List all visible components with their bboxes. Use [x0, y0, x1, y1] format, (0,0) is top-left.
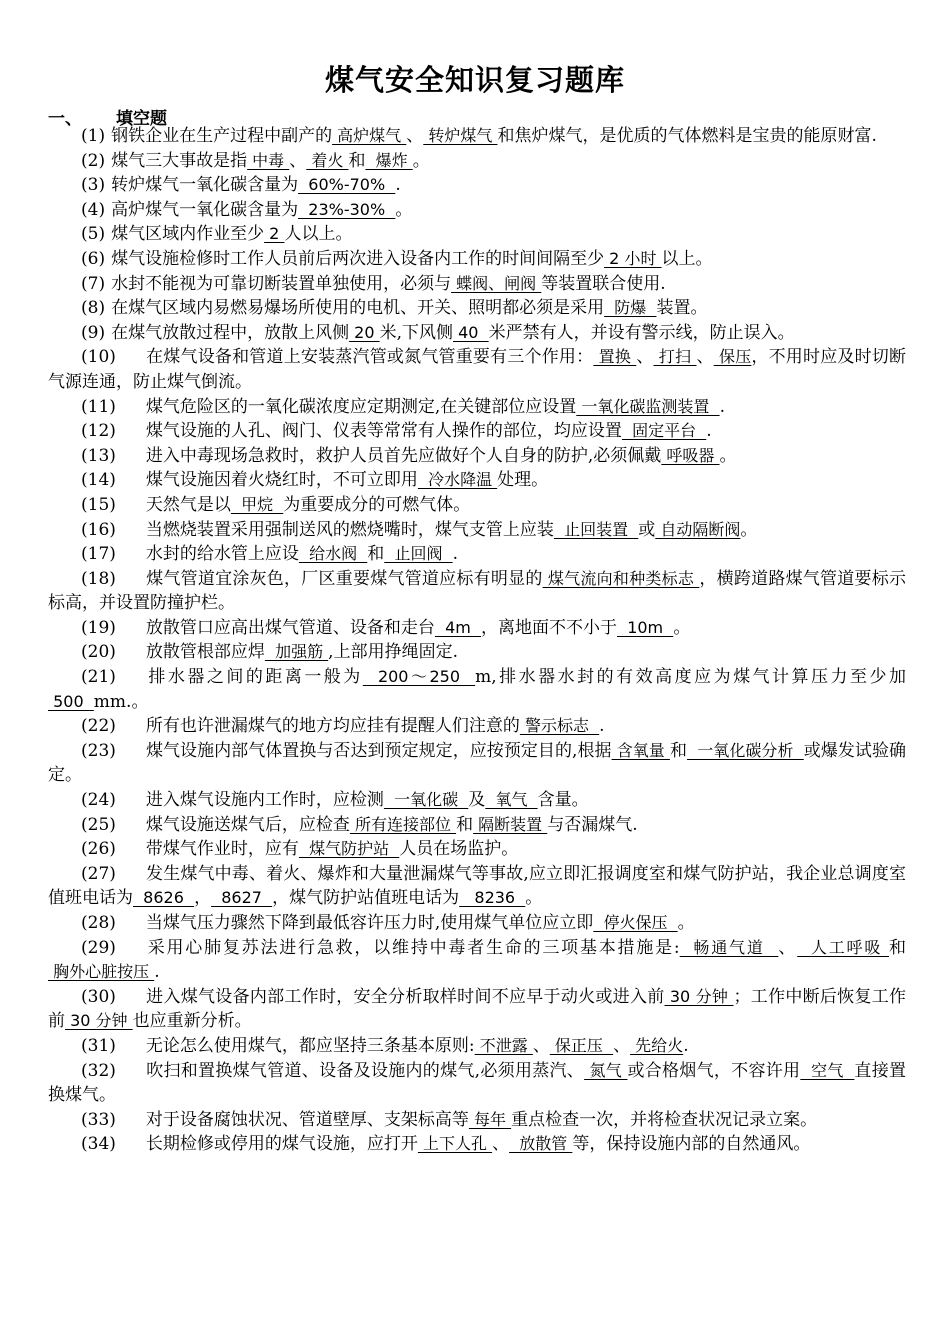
question-text: m,排水器水封的有效高度应为煤气计算压力至少加 [475, 667, 906, 688]
answer-blank: 所有连接部位 [349, 814, 457, 834]
question-text: 天然气是以 [145, 494, 231, 515]
question-text: . [154, 962, 160, 983]
answer-blank: 自动隔断阀 [655, 519, 741, 539]
question-number: (18) [81, 568, 116, 589]
question-text: 、 [532, 1035, 550, 1056]
answer-blank: 每年 [468, 1109, 512, 1129]
question-item [48, 936, 906, 985]
question-number: (28) [81, 913, 116, 933]
question-text: 发生煤气中毒、着火、爆炸和大量泄漏煤气等事故,应立即汇报调度室和煤气防护站，我企业总调度室值班电话为 [48, 863, 906, 909]
answer-blank: 含氧量 [611, 740, 670, 760]
question-text: ， [194, 888, 212, 909]
question-number: (23) [81, 740, 116, 761]
question-number: (4) [81, 199, 106, 220]
answer-blank: 不泄露 [474, 1035, 533, 1055]
answer-blank: 畅通气道 [679, 937, 779, 957]
question-text: 排水器之间的距离一般为 [145, 667, 363, 688]
question-text: 煤气设施内部气体置换与否达到预定规定，应按预定目的,根据 [145, 740, 612, 761]
question-number: (29) [81, 937, 116, 958]
answer-blank: 23%-30% [298, 199, 396, 219]
question-text: 煤气设施检修时工作人员前后两次进入设备内工作的时间间隔至少 [111, 248, 605, 269]
answer-blank: 放散管 [509, 1134, 573, 1154]
answer-blank: 呼吸器 [661, 445, 720, 465]
answer-blank: 8626 [133, 888, 195, 908]
answer-blank: 打扫 [653, 347, 697, 367]
question-item [48, 272, 906, 297]
answer-blank: 着火 [306, 150, 349, 170]
question-text: 与否漏煤气. [547, 814, 638, 835]
answer-blank: 2 小时 [604, 248, 662, 268]
question-number: (22) [81, 716, 116, 737]
question-item [48, 198, 906, 223]
question-text: ，离地面不不小于 [481, 617, 618, 638]
question-item [48, 518, 906, 543]
question-item [48, 1034, 906, 1059]
question-text: 当燃烧装置采用强制送风的燃烧嘴时，煤气支管上应装 [145, 519, 554, 540]
question-text: 无论怎么使用煤气，都应坚持三条基本原则: [145, 1035, 475, 1056]
question-item [48, 149, 906, 174]
answer-blank: 一氧化碳 [383, 790, 469, 810]
question-number: (5) [81, 224, 106, 245]
question-item [48, 862, 906, 911]
question-number: (2) [81, 150, 106, 171]
answer-blank: 4m [434, 617, 482, 637]
question-text: 进入煤气设备内部工作时，安全分析取样时间不应早于动火或进入前 [145, 986, 665, 1007]
question-text: 转炉煤气一氧化碳含量为 [111, 175, 299, 196]
question-text: 放散管口应高出煤气管道、设备和走台 [145, 617, 435, 638]
question-text: 在煤气设备和管道上安装蒸汽管或氮气管重要有三个作用： [145, 347, 594, 368]
question-number: (3) [81, 175, 106, 196]
question-text: ，煤气防护站值班电话为 [272, 888, 460, 909]
question-text: 在煤气放散过程中，放散上风侧 [111, 322, 350, 343]
answer-blank: 空气 [800, 1060, 855, 1080]
question-text: 处理。 [497, 470, 549, 491]
question-item [48, 542, 906, 567]
answer-blank: 一氧化碳监测装置 [576, 396, 720, 416]
question-number: (6) [81, 248, 106, 269]
question-item [48, 640, 906, 665]
question-number: (31) [81, 1035, 116, 1056]
question-list [48, 124, 906, 1157]
question-text: 以上。 [661, 248, 713, 269]
question-number: (27) [81, 863, 116, 884]
answer-blank: 给水阀 [298, 544, 368, 564]
answer-blank: 止回装置 [553, 519, 639, 539]
question-text: 。 [412, 150, 430, 171]
question-text: 。 [673, 617, 691, 638]
answer-blank: 蝶阀、闸阀 [451, 273, 542, 293]
question-item [48, 296, 906, 321]
answer-blank: 10m [617, 617, 674, 637]
question-text: 或爆发试验确定。 [48, 740, 906, 786]
question-item [48, 788, 906, 813]
question-item [48, 985, 906, 1034]
question-text: 。 [677, 913, 695, 933]
question-text: 米严禁有人，并设有警示线，防止误入。 [488, 322, 795, 343]
question-text: 重点检查一次，并将检查状况记录立案。 [511, 1109, 818, 1130]
question-number: (16) [81, 519, 116, 540]
question-item [48, 345, 906, 394]
answer-blank: 上下人孔 [417, 1134, 493, 1154]
question-text: ,上部用挣绳固定. [328, 642, 458, 663]
question-item [48, 665, 906, 714]
question-number: (30) [81, 986, 116, 1007]
question-text: 含量。 [537, 790, 589, 811]
question-item [48, 419, 906, 444]
question-item [48, 714, 906, 739]
question-item [48, 468, 906, 493]
question-text: 带煤气作业时，应有 [145, 839, 299, 860]
question-number: (8) [81, 298, 106, 319]
answer-blank: 8627 [211, 888, 273, 908]
question-text: ，横跨道路煤气管道要标示标高，并设置防撞护栏。 [48, 568, 906, 614]
answer-blank: 氮气 [584, 1060, 628, 1080]
question-text: 当煤气压力骤然下降到最低容许压力时,使用煤气单位应立即 [145, 913, 594, 933]
question-number: (32) [81, 1060, 116, 1081]
question-text: 、 [696, 347, 714, 368]
question-number: (13) [81, 445, 116, 466]
question-text: . [719, 396, 725, 417]
question-item [48, 444, 906, 469]
question-text: 煤气设施送煤气后，应检查 [145, 814, 350, 835]
answer-blank: 高炉煤气 [332, 126, 407, 145]
question-text: . [599, 716, 605, 737]
answer-blank: 氧气 [485, 790, 538, 810]
question-number: (19) [81, 617, 116, 638]
answer-blank: 警示标志 [519, 716, 600, 736]
question-item [48, 813, 906, 838]
answer-blank: 60%-70% [298, 175, 396, 195]
question-text: 煤气三大事故是指 [111, 150, 248, 171]
question-text: 和 [456, 814, 474, 835]
question-number: (9) [81, 322, 106, 343]
question-item [48, 124, 906, 149]
answer-blank: 2 [264, 224, 285, 244]
answer-blank: 先给火 [630, 1035, 684, 1055]
answer-blank: 保压 [713, 347, 752, 367]
question-text: 在煤气区域内易燃易爆场所使用的电机、开关、照明都必须是采用 [111, 298, 605, 319]
question-text: 装置。 [656, 298, 708, 319]
question-text: 和 [669, 740, 687, 761]
question-number: (12) [81, 421, 116, 442]
question-number: (33) [81, 1109, 116, 1130]
question-text: 放散管根部应焊 [145, 642, 265, 663]
answer-blank: 停火保压 [593, 913, 678, 932]
section-label: 填空题 [116, 109, 167, 129]
question-number: (20) [81, 642, 116, 663]
question-number: (10) [81, 347, 116, 368]
question-text: 或合格烟气，不容许用 [627, 1060, 801, 1081]
answer-blank: 置换 [593, 347, 637, 367]
question-text: 、 [778, 937, 798, 958]
question-text: 或 [638, 519, 656, 540]
question-text: 煤气区域内作业至少 [111, 224, 265, 245]
question-text: 、 [613, 1035, 631, 1056]
question-item [48, 1108, 906, 1133]
question-text: 。 [740, 519, 758, 540]
answer-blank: 煤气防护站 [298, 839, 400, 859]
answer-blank: 人工呼吸 [797, 937, 889, 957]
question-text: 和 [367, 544, 385, 565]
question-item [48, 395, 906, 420]
question-text: 所有也许泄漏煤气的地方均应挂有提醒人们注意的 [145, 716, 520, 737]
question-item [48, 567, 906, 616]
answer-blank: 500 [48, 691, 94, 711]
question-number: (14) [81, 470, 116, 491]
question-text: 高炉煤气一氧化碳含量为 [111, 199, 299, 220]
question-text: 对于设备腐蚀状况、管道壁厚、支架标高等 [145, 1109, 469, 1130]
question-text: . [706, 421, 712, 442]
question-text: 等装置联合使用. [541, 273, 666, 294]
question-text: 吹扫和置换煤气管道、设备及设施内的煤气,必须用蒸汽、 [145, 1060, 585, 1081]
question-number: (15) [81, 494, 116, 515]
question-item [48, 173, 906, 198]
question-text: . [395, 175, 401, 196]
answer-blank: 40 [453, 322, 489, 342]
question-number: (11) [81, 396, 116, 417]
answer-blank: 中毒 [247, 150, 290, 170]
question-text: 长期检修或停用的煤气设施，应打开 [145, 1134, 418, 1155]
question-text: 和 [889, 937, 906, 958]
question-text: 进入煤气设施内工作时，应检测 [145, 790, 384, 811]
question-text: 钢铁企业在生产过程中副产的 [111, 126, 333, 146]
answer-blank: 止回阀 [384, 544, 453, 564]
page-title: 煤气安全知识复习题库 [324, 63, 625, 97]
question-number: (17) [81, 544, 116, 565]
question-item [48, 321, 906, 346]
question-text: 。 [525, 888, 543, 909]
question-number: (26) [81, 839, 116, 860]
question-number: (7) [81, 273, 106, 294]
question-number: (21) [81, 667, 116, 688]
question-text: ，不用时应及时切断气源连通，防止煤气倒流。 [48, 347, 907, 392]
question-text: 和焦炉煤气，是优质的气体燃料是宝贵的能原财富. [497, 126, 877, 146]
question-item [48, 247, 906, 272]
question-item [48, 911, 906, 936]
question-item [48, 616, 906, 641]
question-text: 水封的给水管上应设 [145, 544, 299, 565]
question-text: 煤气危险区的一氧化碳浓度应定期测定,在关键部位应设置 [145, 396, 577, 417]
question-text: 煤气设施的人孔、阀门、仪表等常常有人操作的部位，均应设置 [145, 421, 622, 442]
answer-blank: 20 [349, 322, 380, 342]
question-item [48, 1132, 906, 1157]
answer-blank: 200～250 [362, 667, 476, 687]
question-item [48, 1059, 906, 1108]
answer-blank: 保正压 [549, 1035, 614, 1055]
question-text: 、 [289, 150, 307, 171]
question-text: 直接置换煤气。 [48, 1060, 906, 1106]
question-text: 及 [468, 790, 486, 811]
question-text: 进入中毒现场急救时，救护人员首先应做好个人自身的防护,必须佩戴 [145, 445, 662, 466]
question-text: 等，保持设施内部的自然通风。 [572, 1134, 811, 1155]
answer-blank: 防爆 [604, 298, 657, 318]
answer-blank: 固定平台 [621, 421, 707, 441]
question-text: 煤气管道宜涂灰色，厂区重要煤气管道应标有明显的 [145, 568, 543, 589]
answer-blank: 胸外心脏按压 [48, 962, 155, 982]
answer-blank: 甲烷 [230, 494, 284, 514]
question-text: 煤气设施因着火烧红时，不可立即用 [145, 470, 418, 491]
question-text: ；工作中断后恢复工作前 [48, 986, 907, 1032]
answer-blank: 8236 [459, 888, 526, 908]
question-item [48, 837, 906, 862]
answer-blank: 转炉煤气 [423, 126, 498, 145]
answer-blank: 30 分钟 [664, 986, 734, 1006]
question-item [48, 222, 906, 247]
question-number: (25) [81, 814, 116, 835]
question-text: 也应重新分析。 [132, 1011, 252, 1032]
question-text: . [683, 1035, 689, 1056]
question-number: (34) [81, 1134, 116, 1155]
question-text: 人员在场监护。 [399, 839, 519, 860]
answer-blank: 加强筋 [264, 642, 329, 662]
answer-blank: 爆炸 [365, 150, 413, 170]
question-number: (1) [81, 126, 106, 146]
question-number: (24) [81, 790, 116, 811]
answer-blank: 一氧化碳分析 [687, 740, 804, 760]
question-text: 。 [395, 199, 413, 220]
answer-blank: 隔断装置 [473, 814, 548, 834]
question-text: 采用心肺复苏法进行急救，以维持中毒者生命的三项基本措施是: [145, 937, 680, 958]
question-text: 米,下风侧 [379, 322, 454, 343]
question-text: 为重要成分的可燃气体。 [283, 494, 471, 515]
answer-blank: 煤气流向和种类标志 [542, 568, 700, 588]
question-text: 、 [636, 347, 654, 368]
question-text: 水封不能视为可靠切断装置单独使用，必须与 [111, 273, 452, 294]
question-text: 人以上。 [284, 224, 353, 245]
question-item [48, 739, 906, 788]
question-text: mm.。 [93, 691, 149, 712]
answer-blank: 冷水降温 [417, 470, 498, 490]
question-text: 。 [719, 445, 737, 466]
answer-blank: 30 分钟 [65, 1011, 133, 1031]
question-text: . [452, 544, 459, 565]
question-text: 、 [406, 126, 424, 146]
question-item [48, 493, 906, 518]
question-text: 、 [492, 1134, 510, 1155]
question-text: 和 [348, 150, 366, 171]
section-number: 一、 [48, 109, 82, 129]
